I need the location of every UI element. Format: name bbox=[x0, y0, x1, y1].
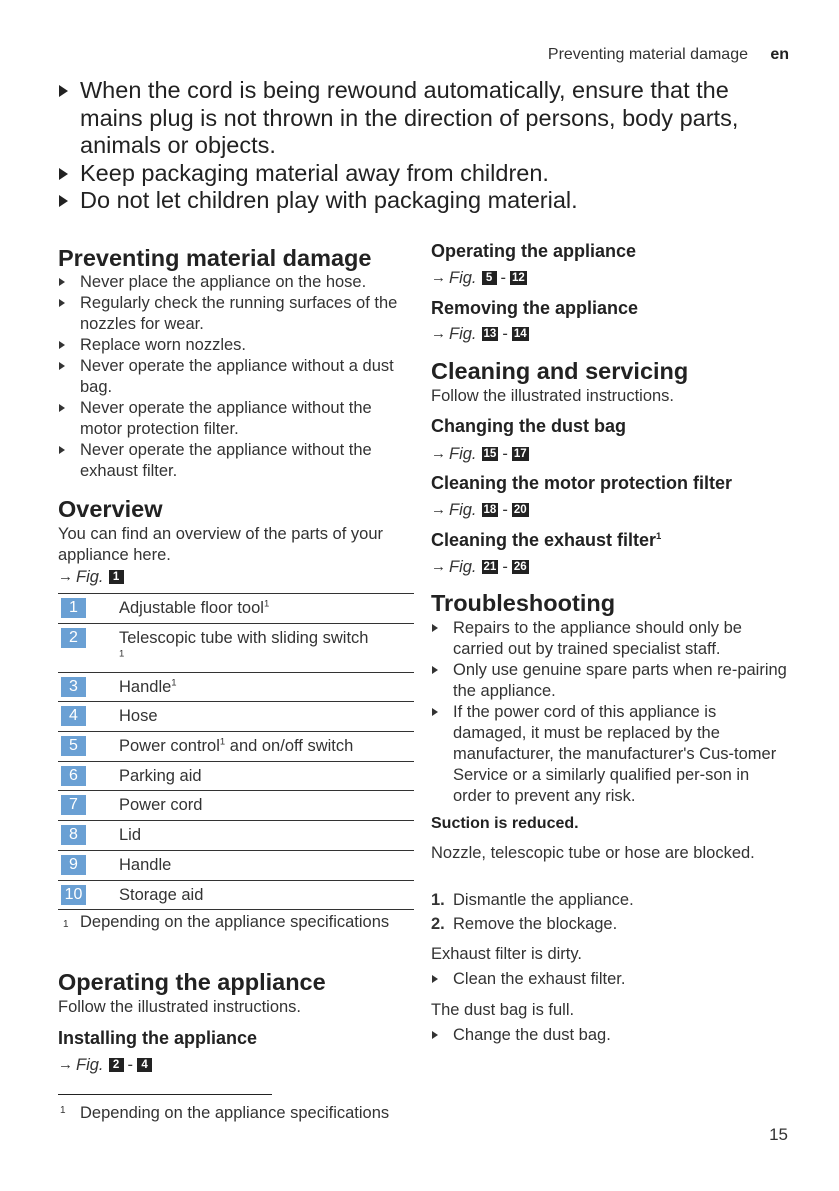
table-row bbox=[58, 880, 414, 910]
list-item: Never operate the appliance without a dust bag. bbox=[58, 356, 416, 398]
bullet-triangle-icon bbox=[59, 278, 65, 286]
arrow-icon: → bbox=[431, 325, 446, 342]
part-label: Handle bbox=[119, 855, 172, 874]
operating-text: Follow the illustrated instructions. bbox=[58, 998, 302, 1016]
safety-bullet-list bbox=[58, 77, 788, 215]
fault-title: Suction is reduced. bbox=[431, 815, 579, 832]
remedy-dust-bag bbox=[431, 1025, 781, 1046]
table-row bbox=[58, 701, 414, 731]
list-item: Replace worn nozzles. bbox=[58, 335, 416, 356]
fault-cause-exhaust: Exhaust filter is dirty. bbox=[431, 945, 582, 963]
part-label: Hose bbox=[119, 707, 158, 726]
part-label: Handle$^1$ bbox=[119, 677, 177, 696]
figure-badge: 17 bbox=[513, 448, 527, 460]
motor-filter-fig-ref: → Fig. 18 - 20 bbox=[431, 501, 527, 519]
page-footnote: Depending on the appliance specifications bbox=[80, 1104, 390, 1122]
operating-fig-ref: → Fig. 5 - 12 bbox=[431, 269, 525, 287]
section-title-cleaning: Cleaning and servicing bbox=[431, 358, 689, 384]
cleaning-text: Follow the illustrated instructions. bbox=[431, 387, 675, 405]
list-item: Regularly check the running surfaces of the nozzles for wear. bbox=[58, 293, 416, 335]
subtitle-motor-filter: Cleaning the motor protection filter bbox=[431, 473, 733, 493]
remedy-exhaust bbox=[431, 969, 781, 990]
part-number-badge: 1 bbox=[61, 598, 86, 618]
part-label: Power cord bbox=[119, 796, 203, 815]
bullet-triangle-icon bbox=[432, 1031, 438, 1039]
arrow-icon: → bbox=[431, 501, 446, 518]
part-label: Power control$^1$ and on/off switch bbox=[119, 736, 354, 756]
subtitle-installing: Installing the appliance bbox=[58, 1028, 258, 1048]
troubleshooting-list bbox=[431, 618, 789, 807]
footnote-marker: 1 bbox=[60, 1105, 66, 1116]
bullet-triangle-icon bbox=[59, 195, 68, 207]
footnote-rule bbox=[58, 1094, 272, 1095]
list-item: Keep packaging material away from children. bbox=[58, 160, 788, 188]
page-number: 15 bbox=[769, 1125, 788, 1144]
list-item: When the cord is being rewound automatically, ensure that the mains plug is not thrown in the direction of persons, body parts, animals or objects. bbox=[58, 77, 788, 160]
part-number-badge: 6 bbox=[61, 766, 86, 786]
figure-badge: 13 bbox=[483, 328, 497, 340]
table-row bbox=[58, 623, 414, 672]
bullet-triangle-icon bbox=[59, 168, 68, 180]
list-item: Do not let children play with packaging material. bbox=[58, 187, 788, 215]
list-item: Never place the appliance on the hose. bbox=[58, 272, 416, 293]
bullet-triangle-icon bbox=[59, 341, 65, 349]
table-row bbox=[58, 790, 414, 820]
subtitle-operating: Operating the appliance bbox=[431, 241, 637, 261]
table-bottom-rule bbox=[58, 909, 414, 910]
arrow-icon: → bbox=[431, 558, 446, 575]
part-number-badge: 8 bbox=[61, 825, 86, 845]
bullet-triangle-icon bbox=[432, 708, 438, 716]
arrow-icon: → bbox=[58, 568, 73, 585]
language-code: en bbox=[770, 46, 789, 63]
remedy-steps bbox=[431, 888, 781, 936]
bullet-triangle-icon bbox=[59, 85, 68, 97]
list-item: Never operate the appliance without the exhaust filter. bbox=[58, 440, 416, 482]
part-number-badge: 2 bbox=[61, 628, 86, 648]
dust-bag-fig-ref: → Fig. 15 - 17 bbox=[431, 445, 527, 463]
figure-badge: 12 bbox=[512, 272, 525, 284]
part-label: Adjustable floor tool$^1$ bbox=[119, 598, 270, 617]
removing-fig-ref: → Fig. 13 - 14 bbox=[431, 325, 527, 343]
list-item: Never operate the appliance without the motor protection filter. bbox=[58, 398, 416, 440]
figure-badge: 14 bbox=[513, 328, 527, 340]
bullet-triangle-icon bbox=[432, 975, 438, 983]
running-header: Preventing material damage bbox=[547, 46, 748, 63]
table-row bbox=[58, 731, 414, 761]
section-title-material-damage: Preventing material damage bbox=[58, 245, 372, 271]
bullet-triangle-icon bbox=[432, 666, 438, 674]
list-item: Change the dust bag. bbox=[431, 1025, 781, 1046]
fault-cause-dust-bag: The dust bag is full. bbox=[431, 1001, 575, 1019]
installing-fig-ref: → Fig. 2 - 4 bbox=[58, 1055, 152, 1075]
list-item: Only use genuine spare parts when re-pairing the appliance. bbox=[431, 660, 789, 702]
part-number-badge: 7 bbox=[61, 795, 86, 815]
list-item: Repairs to the appliance should only be carried out by trained specialist staff. bbox=[431, 618, 789, 660]
material-damage-list bbox=[58, 272, 416, 482]
table-row bbox=[58, 850, 414, 880]
subtitle-dust-bag: Changing the dust bag bbox=[431, 416, 626, 436]
part-number-badge: 10 bbox=[61, 885, 86, 905]
bullet-triangle-icon bbox=[59, 299, 65, 307]
part-number-badge: 4 bbox=[61, 706, 86, 726]
figure-badge: 5 bbox=[482, 271, 497, 285]
bullet-triangle-icon bbox=[59, 404, 65, 412]
part-label: Lid bbox=[119, 826, 142, 845]
table-row bbox=[58, 593, 414, 623]
figure-badge: 1 bbox=[109, 570, 124, 584]
subtitle-removing: Removing the appliance bbox=[431, 298, 639, 318]
overview-table bbox=[58, 593, 414, 933]
figure-badge: 20 bbox=[513, 504, 527, 516]
bullet-triangle-icon bbox=[59, 362, 65, 370]
table-row bbox=[58, 672, 414, 702]
fault-cause-blocked: Nozzle, telescopic tube or hose are blocked. bbox=[431, 844, 755, 862]
part-label: Telescopic tube with sliding switch $^1$ bbox=[119, 628, 369, 660]
exhaust-filter-fig-ref: → Fig. 21 - 26 bbox=[431, 558, 527, 576]
part-number-badge: 9 bbox=[61, 855, 86, 875]
figure-badge: 4 bbox=[137, 1058, 152, 1072]
arrow-icon: → bbox=[431, 445, 446, 462]
list-item: 2. Remove the blockage. bbox=[431, 915, 618, 933]
figure-badge: 21 bbox=[483, 561, 497, 573]
bullet-triangle-icon bbox=[432, 624, 438, 632]
figure-badge: 26 bbox=[513, 561, 527, 573]
arrow-icon: → bbox=[58, 1056, 73, 1073]
overview-text: You can find an overview of the parts of your appliance here. bbox=[58, 525, 384, 564]
figure-badge: 2 bbox=[109, 1058, 124, 1072]
figure-badge: 18 bbox=[483, 504, 497, 516]
table-row bbox=[58, 761, 414, 791]
section-title-troubleshooting: Troubleshooting bbox=[431, 590, 616, 616]
table-row bbox=[58, 820, 414, 850]
part-label: Parking aid bbox=[119, 766, 202, 785]
section-title-operating: Operating the appliance bbox=[58, 969, 326, 995]
arrow-icon: → bbox=[431, 269, 446, 286]
part-number-badge: 5 bbox=[61, 736, 86, 756]
part-label: Storage aid bbox=[119, 885, 204, 904]
list-item: 1. Dismantle the appliance. bbox=[431, 891, 634, 909]
part-number-badge: 3 bbox=[61, 677, 86, 697]
list-item: Clean the exhaust filter. bbox=[431, 969, 781, 990]
overview-fig-ref: → Fig. 1 bbox=[58, 567, 124, 587]
list-item: If the power cord of this appliance is damaged, it must be replaced by the manufacturer, the manufacturer's Cus-tomer Service or a similarly qualified per-son in order to prevent any risk. bbox=[431, 702, 789, 807]
bullet-triangle-icon bbox=[59, 446, 65, 454]
subtitle-exhaust-filter: Cleaning the exhaust filter$^1$ bbox=[431, 530, 662, 550]
figure-badge: 15 bbox=[483, 448, 497, 460]
section-title-overview: Overview bbox=[58, 496, 163, 522]
table-footnote: 1 Depending on the appliance specifications bbox=[63, 913, 390, 932]
